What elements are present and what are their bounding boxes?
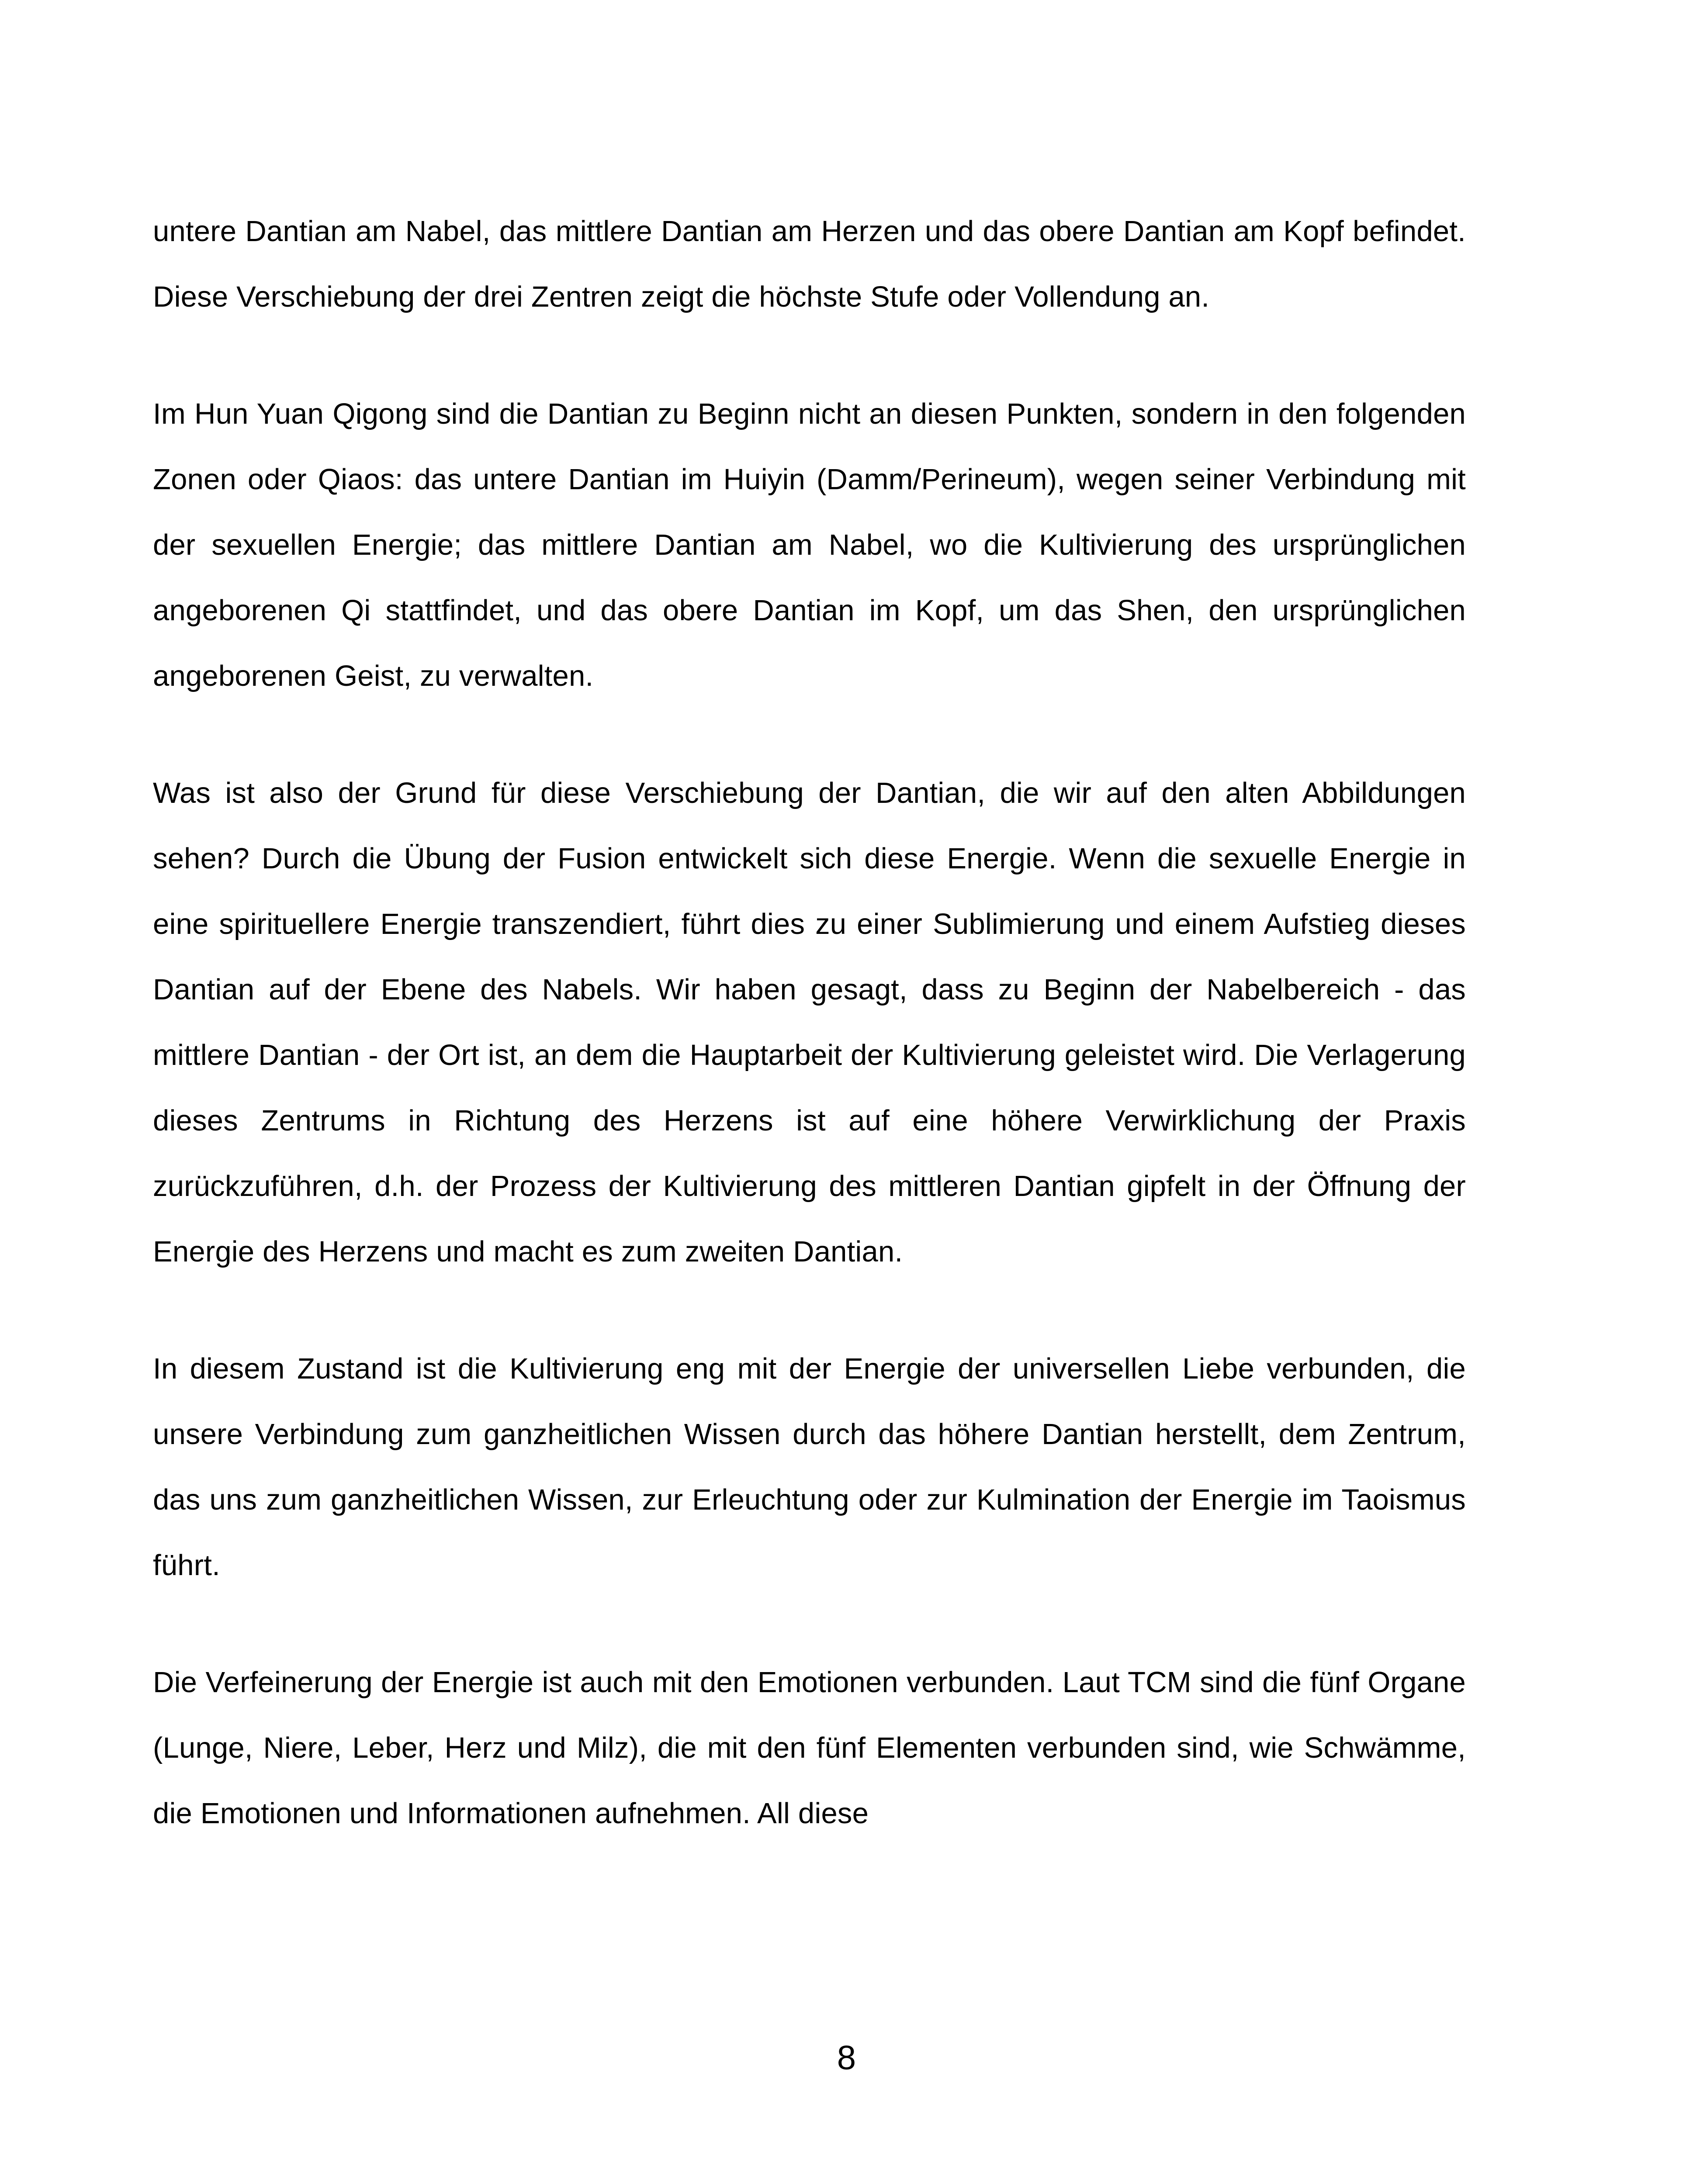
paragraph: In diesem Zustand ist die Kultivierung eng mit der Energie der universellen Liebe verbunden, die unsere Verbindung zum ganzheitlichen Wissen durch das höhere Dantian herstellt, dem Zentrum, das uns zum ganzheitlichen Wissen, zur Erleuchtung oder zur Kulmination der Energie im Taoismus führt. bbox=[153, 1352, 1466, 1582]
paragraph: Die Verfeinerung der Energie ist auch mit den Emotionen verbunden. Laut TCM sind die fünf Organe (Lunge, Niere, Leber, Herz und Milz), die mit den fünf Elementen verbunden sind, wie Schwämme, die Emotionen und Informationen aufnehmen. All diese bbox=[153, 1666, 1466, 1830]
paragraph: Im Hun Yuan Qigong sind die Dantian zu Beginn nicht an diesen Punkten, sondern in den folgenden Zonen oder Qiaos: das untere Dantian im Huiyin (Damm/Perineum), wegen seiner Verbindung mit der sexuellen Energie; das mittlere Dantian am Nabel, wo die Kultivierung des ursprünglichen angeborenen Qi stattfindet, und das obere Dantian im Kopf, um das Shen, den ursprünglichen angeborenen Geist, zu verwalten. bbox=[153, 397, 1466, 692]
body-text bbox=[153, 199, 1466, 1846]
page-number: 8 bbox=[837, 2038, 856, 2077]
paragraph: untere Dantian am Nabel, das mittlere Dantian am Herzen und das obere Dantian am Kopf befindet. Diese Verschiebung der drei Zentren zeigt die höchste Stufe oder Vollendung an. bbox=[153, 215, 1466, 313]
paragraph: Was ist also der Grund für diese Verschiebung der Dantian, die wir auf den alten Abbildungen sehen? Durch die Übung der Fusion entwickelt sich diese Energie. Wenn die sexuelle Energie in eine spirituellere Energie transzendiert, führt dies zu einer Sublimierung und einem Aufstieg dieses Dantian auf der Ebene des Nabels. Wir haben gesagt, dass zu Beginn der Nabelbereich - das mittlere Dantian - der Ort ist, an dem die Hauptarbeit der Kultivierung geleistet wird. Die Verlagerung dieses Zentrums in Richtung des Herzens ist auf eine höhere Verwirklichung der Praxis zurückzuführen, d.h. der Prozess der Kultivierung des mittleren Dantian gipfelt in der Öffnung der Energie des Herzens und macht es zum zweiten Dantian. bbox=[153, 777, 1466, 1268]
